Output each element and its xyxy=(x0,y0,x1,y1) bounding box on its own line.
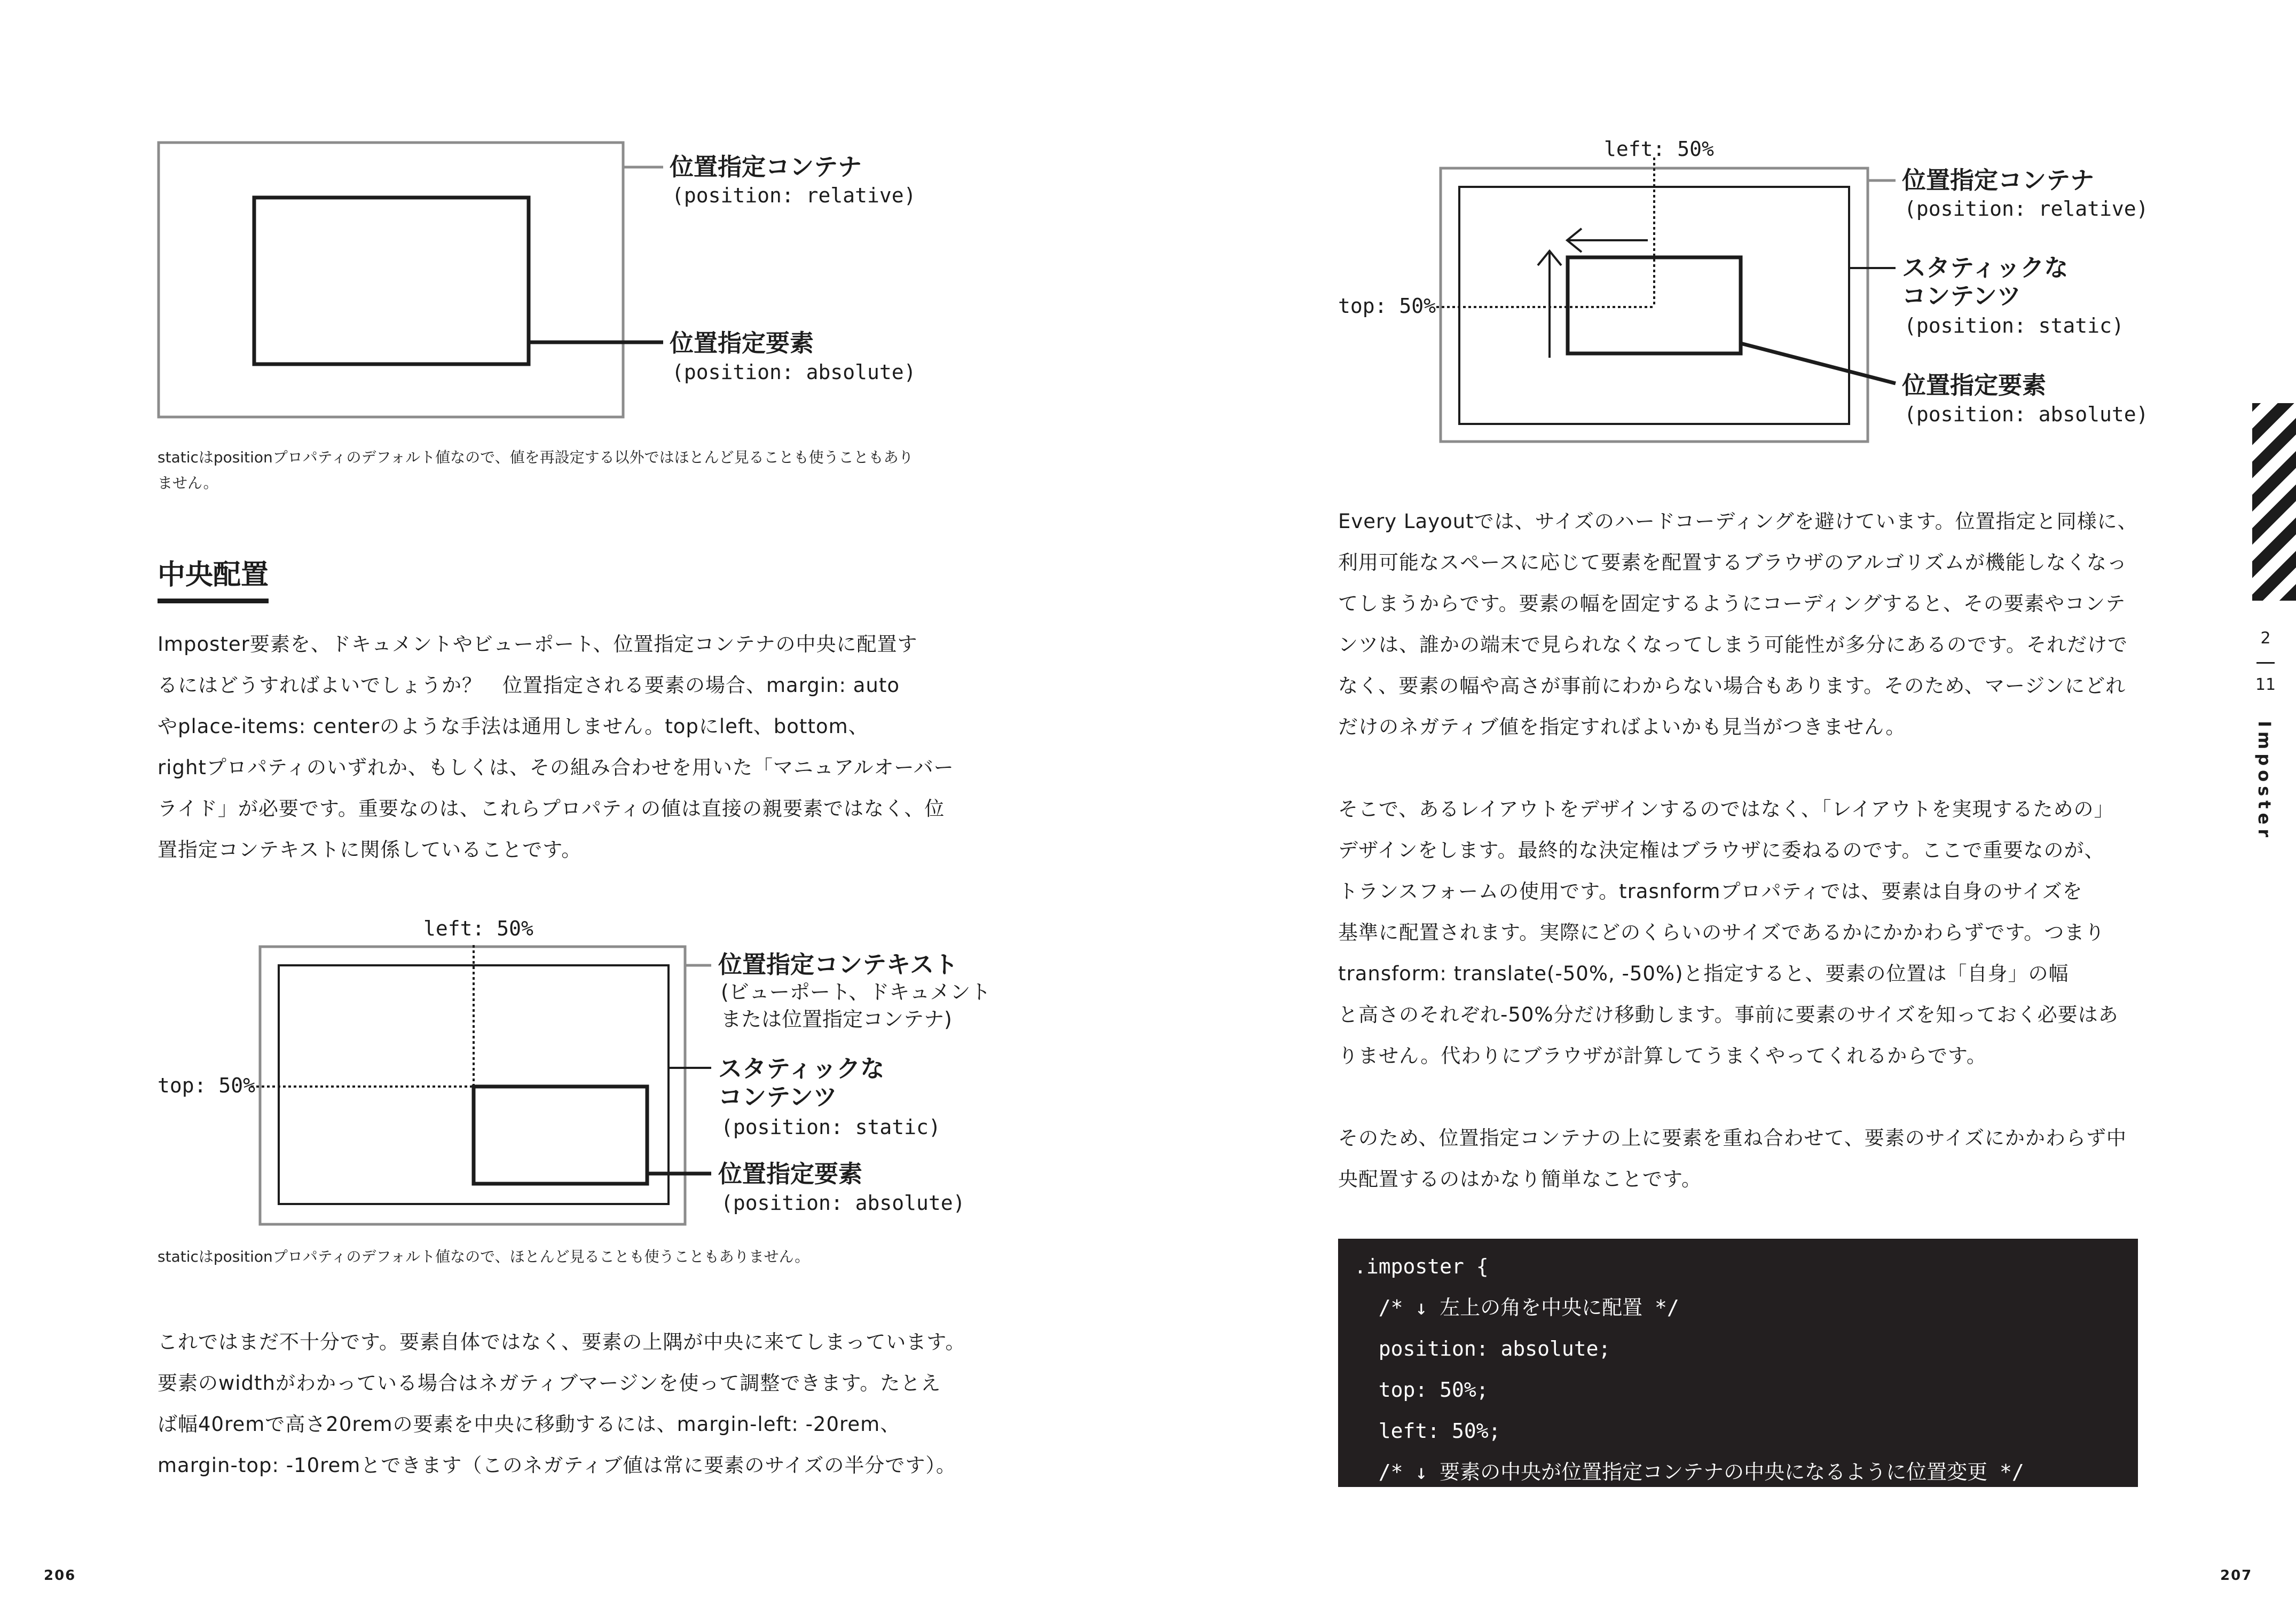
left-p1-line-4: rightプロパティのいずれか、もしくは、その組み合わせを用いた「マニュアルオーバー xyxy=(158,756,954,779)
code-line-4: top: 50%; xyxy=(1354,1378,1489,1402)
right-p1-line-6: だけのネガティブ値を指定すればよいかも見当がつきません。 xyxy=(1338,715,1906,738)
element-leader-3 xyxy=(1741,343,1896,383)
right-p1-line-1: Every Layoutでは、サイズのハードコーディングを避けています。位置指定と同様に、 xyxy=(1338,510,2138,533)
section-heading: 中央配置 xyxy=(158,558,269,603)
left-p2-line-2: 要素のwidthがわかっている場合はネガティブマージンを使って調整できます。たとえ xyxy=(158,1372,941,1395)
left-p1-line-2: るにはどうすればよいでしょうか？ 位置指定される要素の場合、margin: auto xyxy=(158,674,900,697)
element-sub: (position: absolute) xyxy=(672,360,916,384)
diagram-static-content xyxy=(1308,128,2189,448)
container-sub-3: (position: relative) xyxy=(1904,197,2149,221)
diagram-positioning-context xyxy=(0,897,1015,1249)
right-p2-line-1: そこで、あるレイアウトをデザインするのではなく、「レイアウトを実現するための」 xyxy=(1338,798,2114,821)
caption-1 xyxy=(158,445,969,496)
container-label: 位置指定コンテナ xyxy=(670,153,862,181)
code-block xyxy=(1338,1239,2138,1487)
code-line-3: position: absolute; xyxy=(1354,1337,1611,1360)
static-sub: (position: static) xyxy=(721,1115,941,1139)
container-box xyxy=(159,143,623,417)
left-p2-line-1: これではまだ不十分です。要素自体ではなく、要素の上隅が中央に来てしまっています。 xyxy=(158,1331,966,1354)
right-p1-line-3: てしまうからです。要素の幅を固定するようにコーディングすると、その要素やコンテ xyxy=(1338,592,2126,615)
right-text xyxy=(1338,501,2139,1200)
right-p2-line-4: 基準に配置されます。実際にどのくらいのサイズであるかにかかわらずです。つまり xyxy=(1338,921,2105,944)
container-label-3: 位置指定コンテナ xyxy=(1902,166,2095,194)
chapter-title: Imposter xyxy=(2254,721,2275,841)
right-p2-line-5: transform: translate(-50%, -50%)と指定すると、要素の位置は「自身」の幅 xyxy=(1338,962,2069,985)
right-p3-line-1: そのため、位置指定コンテナの上に要素を重ね合わせて、要素のサイズにかかわらず中 xyxy=(1338,1127,2127,1150)
context-sub-1: (ビューポート、ドキュメント xyxy=(721,980,991,1004)
top-50-label-3: top: 50% xyxy=(1338,294,1436,318)
top-50-label: top: 50% xyxy=(158,1074,256,1097)
left-p1-line-5: ライド」が必要です。重要なのは、これらプロパティの値は直接の親要素ではなく、位 xyxy=(158,797,945,820)
caption-1-line-2: ません。 xyxy=(158,474,218,492)
code-line-2: /* ↓ 左上の角を中央に配置 */ xyxy=(1354,1296,1679,1319)
element-sub-3: (position: absolute) xyxy=(1904,403,2149,426)
right-p2-line-2: デザインをします。最終的な決定権はブラウザに委ねるのです。ここで重要なのが、 xyxy=(1338,839,2105,862)
left-50-label: left: 50% xyxy=(423,917,533,940)
static-sub-3: (position: static) xyxy=(1904,314,2124,337)
static-label-3b: コンテンツ xyxy=(1902,282,2021,310)
context-sub-2: または位置指定コンテナ) xyxy=(721,1008,952,1031)
left-p1-line-6: 置指定コンテキストに関係していることです。 xyxy=(158,838,582,861)
page-number-right: 207 xyxy=(2220,1568,2253,1584)
left-p1-line-1: Imposter要素を、ドキュメントやビューポート、位置指定コンテナの中央に配置す xyxy=(158,633,918,656)
left-paragraph-1 xyxy=(158,624,969,870)
element-label-3: 位置指定要素 xyxy=(1902,371,2047,399)
caption-2: staticはpositionプロパティのデフォルト値なので、ほとんど見ることも使うこともありません。 xyxy=(158,1248,810,1265)
right-p1-line-5: なく、要素の幅や高さが事前にわからない場合もあります。そのため、マージンにどれ xyxy=(1338,674,2126,697)
code-line-6: /* ↓ 要素の中央が位置指定コンテナの中央になるように位置変更 */ xyxy=(1354,1460,2024,1484)
container-sub: (position: relative) xyxy=(672,184,916,207)
caption-1-line-1: staticはpositionプロパティのデフォルト値なので、値を再設定する以外ではほとんど見ることも使うこともあり xyxy=(158,448,914,466)
element-label-2: 位置指定要素 xyxy=(718,1160,863,1188)
container-outer-box xyxy=(1441,168,1868,442)
element-sub-2: (position: absolute) xyxy=(721,1191,965,1215)
left-paragraph-2 xyxy=(158,1321,969,1486)
chapter-number-bottom: 11 xyxy=(2255,675,2276,694)
element-label: 位置指定要素 xyxy=(670,329,814,357)
code-line-1: .imposter { xyxy=(1354,1255,1489,1278)
right-p1-line-4: ンツは、誰かの端末で見られなくなってしまう可能性が多分にあるのです。それだけで xyxy=(1338,633,2128,656)
chapter-rule xyxy=(2256,662,2275,664)
right-p3-line-2: 央配置するのはかなり簡単なことです。 xyxy=(1338,1168,1702,1191)
element-box xyxy=(254,198,529,364)
static-label-2: コンテンツ xyxy=(718,1083,837,1111)
left-p1-line-3: やplace-items: centerのような手法は通用しません。topにleft、bottom、 xyxy=(158,715,869,738)
context-label: 位置指定コンテキスト xyxy=(718,950,958,979)
right-p2-line-7: りません。代わりにブラウザが計算してうまくやってくれるからです。 xyxy=(1338,1044,1987,1067)
chapter-tab-stripe xyxy=(2252,403,2296,601)
left-50-label-3: left: 50% xyxy=(1604,137,1714,161)
left-p2-line-4: margin-top: -10remとできます（このネガティブ値は常に要素のサイズの半分です）。 xyxy=(158,1454,956,1477)
chapter-number-top: 2 xyxy=(2260,629,2271,648)
right-p2-line-3: トランスフォームの使用です。trasnformプロパティでは、要素は自身のサイズを xyxy=(1338,880,2083,903)
right-p2-line-6: と高さのそれぞれ-50%分だけ移動します。事前に要素のサイズを知っておく必要はあ xyxy=(1338,1003,2119,1026)
diagram-relative-absolute xyxy=(0,0,961,438)
positioned-element-box xyxy=(474,1087,647,1184)
page-number-left: 206 xyxy=(44,1568,76,1584)
static-label-1: スタティックな xyxy=(718,1055,885,1083)
static-label-3a: スタティックな xyxy=(1902,254,2069,282)
left-p2-line-3: ば幅40remで高さ20remの要素を中央に移動するには、margin-left: -20rem、 xyxy=(158,1413,901,1436)
code-line-5: left: 50%; xyxy=(1354,1419,1501,1443)
right-p1-line-2: 利用可能なスペースに応じて要素を配置するブラウザのアルゴリズムが機能しなくなっ xyxy=(1338,551,2127,574)
